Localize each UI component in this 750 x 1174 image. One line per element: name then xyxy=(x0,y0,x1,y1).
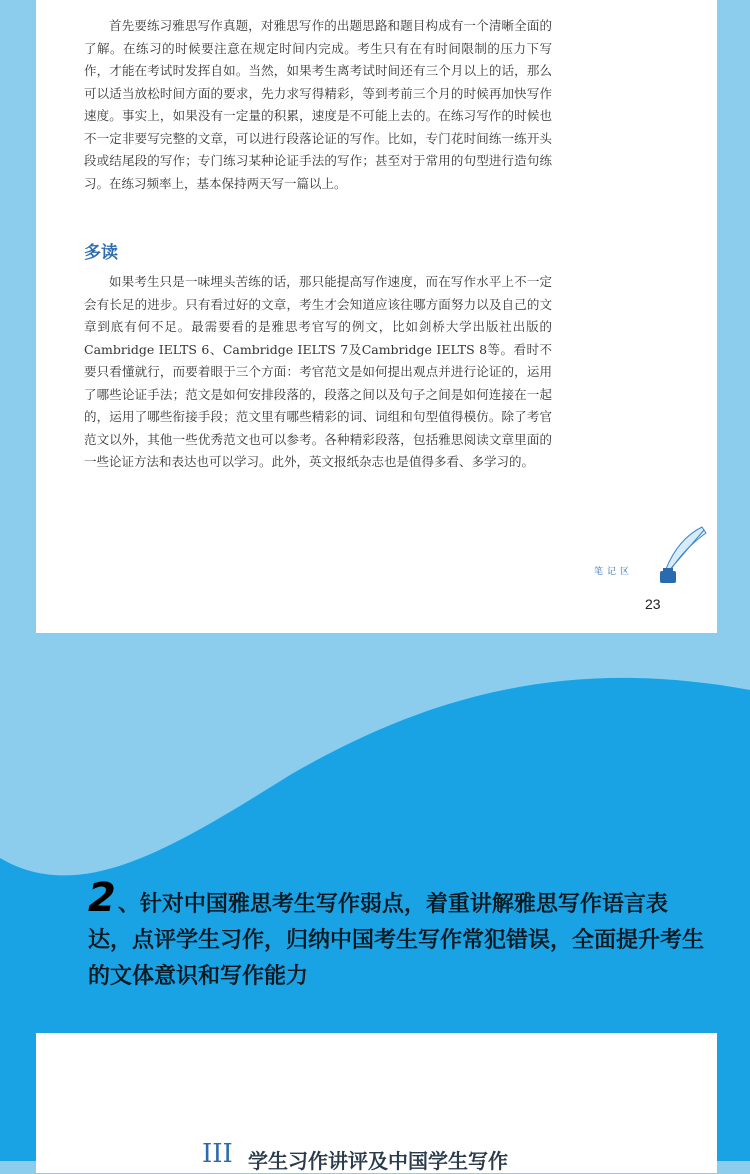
section-heading: 多读 xyxy=(84,243,118,263)
notes-area-label: 笔记区 xyxy=(594,567,634,577)
feature-item xyxy=(88,875,708,995)
chapter-title: 学生习作讲评及中国学生写作 xyxy=(248,1149,508,1173)
feature-number: 2 xyxy=(88,875,116,921)
page-number: 23 xyxy=(645,596,661,612)
book-page xyxy=(36,0,717,633)
feature-text: 、针对中国雅思考生写作弱点，着重讲解雅思写作语言表达，点评学生习作，归纳中国考生写作常犯错误，全面提升考生的文体意识和写作能力 xyxy=(88,892,705,989)
paragraph-reading: 如果考生只是一味埋头苦练的话，那只能提高写作速度，而在写作水平上不一定会有长足的进步。只有看过好的文章，考生才会知道应该往哪方面努力以及自己的文章到底有何不足。最需要看的是雅思考官写的例文，比如剑桥大学出版社出版的Cambridge IELTS 6、Cambridge IELTS 7及Cambridge IELTS 8等。看时不要只看懂就行，而要着眼于三个方面：考官范文是如何提出观点并进行论证的，运用了哪些论证手法；范文是如何安排段落的，段落之间以及句子之间是如何连接在一起的，运用了哪些衔接手段；范文里有哪些精彩的词、词组和句型值得模仿。除了考官范文以外，其他一些优秀范文也可以参考。各种精彩段落，包括雅思阅读文章里面的一些论证方法和表达也可以学习。此外，英文报纸杂志也是值得多看、多学习的。 xyxy=(84,274,552,469)
paragraph-practice: 首先要练习雅思写作真题，对雅思写作的出题思路和题目构成有一个清晰全面的了解。在练习的时候要注意在规定时间内完成。考生只有在有时间限制的压力下写作，才能在考试时发挥自如。当然，如果考生离考试时间还有三个月以上的话，那么可以适当放松时间方面的要求，先力求写得精彩，等到考前三个月的时候再加快写作速度。事实上，如果没有一定量的积累，速度是不可能上去的。在练习写作的时候也不一定非要写完整的文章，可以进行段落论证的写作。比如，专门花时间练一练开头段或结尾段的写作；专门练习某种论证手法的写作；甚至对于常用的句型进行造句练习。在练习频率上，基本保持两天写一篇以上。 xyxy=(84,18,552,191)
quill-pen-icon xyxy=(636,525,716,587)
chapter-numeral: III xyxy=(202,1139,233,1169)
next-book-page xyxy=(36,1033,717,1173)
